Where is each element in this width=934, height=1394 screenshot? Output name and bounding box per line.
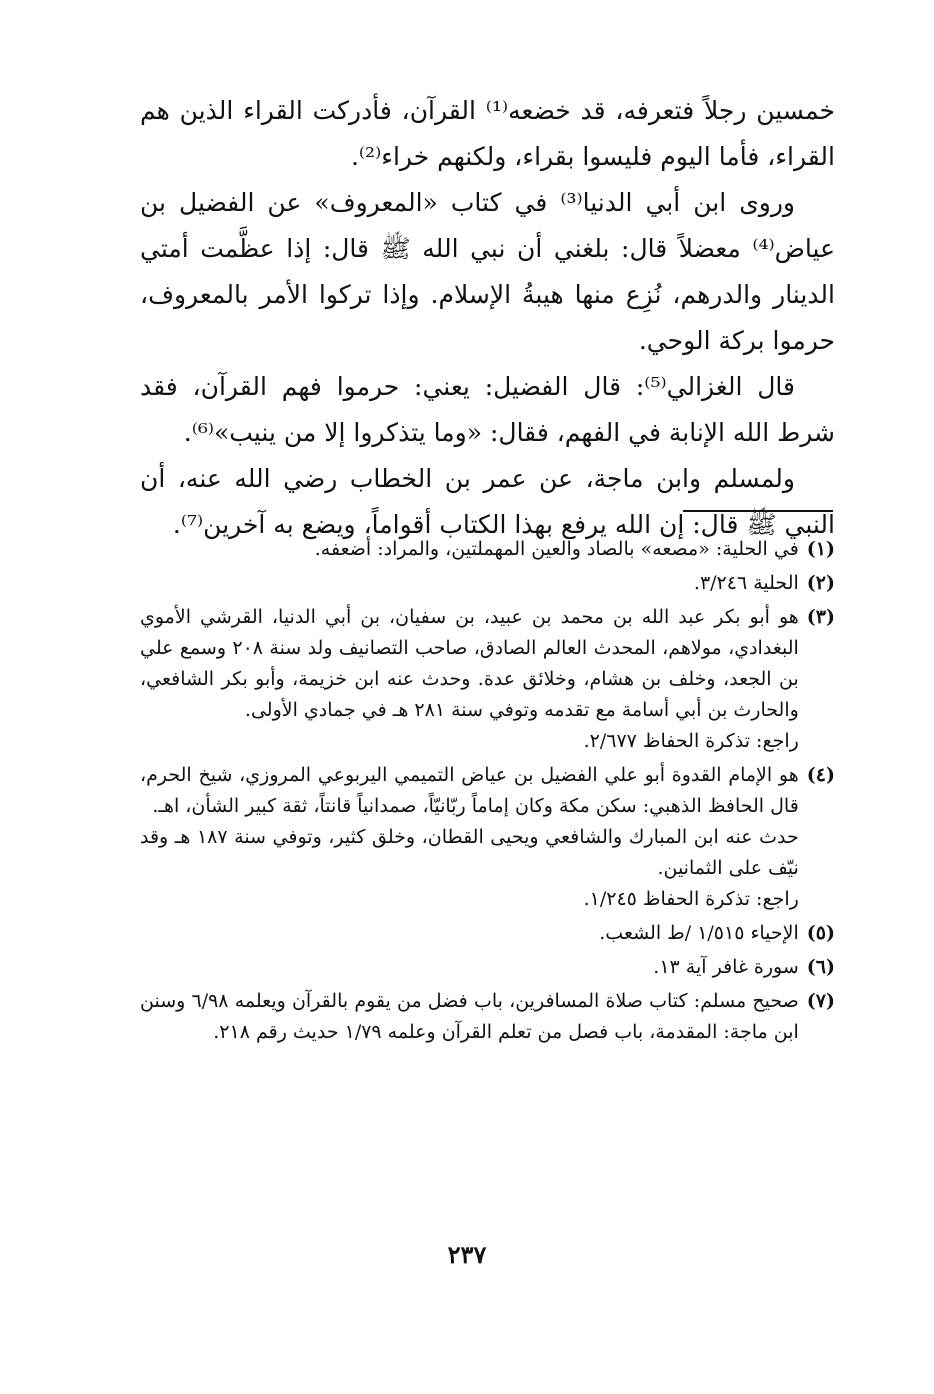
footnote — [140, 918, 835, 949]
footnote-text: سورة غافر آية ١٣. — [653, 956, 799, 978]
footnote-reference: راجع: تذكرة الحفاظ ١/٢٤٥. — [583, 888, 799, 910]
footnote-number: (٧) — [806, 990, 835, 1012]
footnote-number: (٣) — [806, 606, 835, 628]
footnotes — [140, 534, 835, 1051]
footnote — [140, 602, 835, 757]
footnote-reference: راجع: تذكرة الحفاظ ٢/٦٧٧. — [583, 730, 799, 752]
footnote — [140, 952, 835, 983]
footnote — [140, 568, 835, 599]
footnote-number: (٤) — [806, 764, 835, 786]
footnote — [140, 986, 835, 1048]
footnote-text: في الحلية: «مصعه» بالصاد والعين المهملتين، والمراد: أضعفه. — [314, 538, 799, 560]
paragraph: وروى ابن أبي الدنيا⁽³⁾ في كتاب «المعروف» عن الفضيل بن عياض⁽⁴⁾ معضلاً قال: بلغني أن نبي الله ﷺ قال: إذا عظَّمت أمتي الدينار والدرهم، نُزِع منها هيبةُ الإسلام. وإذا تركوا الأمر بالمعروف، حرموا بركة الوحي. — [140, 188, 835, 355]
main-text — [140, 88, 835, 548]
footnote-number: (٦) — [806, 956, 835, 978]
footnote-number: (٥) — [806, 922, 835, 944]
paragraph: خمسين رجلاً فتعرفه، قد خضعه⁽¹⁾ القرآن، فأدركت القراء الذين هم القراء، فأما اليوم فليسوا بقراء، ولكنهم خراء⁽²⁾. — [140, 96, 835, 171]
footnote-text: الحلية ٣/٢٤٦. — [693, 572, 799, 594]
footnote — [140, 760, 835, 915]
footnote-number: (٢) — [806, 572, 835, 594]
paragraph: قال الغزالي⁽⁵⁾: قال الفضيل: يعني: حرموا فهم القرآن، فقد شرط الله الإنابة في الفهم، فقال: «وما يتذكروا إلا من ينيب»⁽⁶⁾. — [140, 372, 835, 447]
footnote-text: الإحياء ١/٥١٥ /ط الشعب. — [599, 922, 799, 944]
paragraph: ولمسلم وابن ماجة، عن عمر بن الخطاب رضي الله عنه، أن النبي ﷺ قال: إن الله يرفع بهذا الكتاب أقواماً، ويضع به آخرين⁽⁷⁾. — [140, 464, 835, 539]
page-number: ٢٣٧ — [447, 1240, 487, 1269]
footnote-text: حدث عنه ابن المبارك والشافعي ويحيى القطان، وخلق كثير، وتوفي سنة ١٨٧ هـ وقد نيّف على الثمانين. — [140, 826, 799, 879]
footnote-text: هو أبو بكر عبد الله بن محمد بن عبيد، بن سفيان، بن أبي الدنيا، القرشي الأموي البغدادي، مولاهم، المحدث العالم الصادق، صاحب التصانيف ولد سنة ٢٠٨ وسمع علي بن الجعد، وخلف بن هشام، وخلائق عدة. وحدث عنه ابن خزيمة، وأبو بكر الشافعي، والحارث بن أبي أسامة مع تقدمه وتوفي سنة ٢٨١ هـ في جمادي الأولى. — [140, 606, 799, 721]
footnote-number: (١) — [806, 538, 835, 560]
footnote-text: هو الإمام القدوة أبو علي الفضيل بن عياض التميمي اليربوعي المروزي، شيخ الحرم، قال الحافظ الذهبي: سكن مكة وكان إماماً ربّانيّاً، صمدانياً قانتاً، ثقة كبير الشأن، اهـ. — [140, 764, 799, 817]
footnote-separator — [683, 510, 833, 512]
footnote — [140, 534, 835, 565]
footnote-text: صحيح مسلم: كتاب صلاة المسافرين، باب فضل من يقوم بالقرآن ويعلمه ٦/٩٨ وسنن ابن ماجة: المقدمة، باب فصل من تعلم القرآن وعلمه ١/٧٩ حديث رقم ٢١٨. — [140, 990, 799, 1043]
